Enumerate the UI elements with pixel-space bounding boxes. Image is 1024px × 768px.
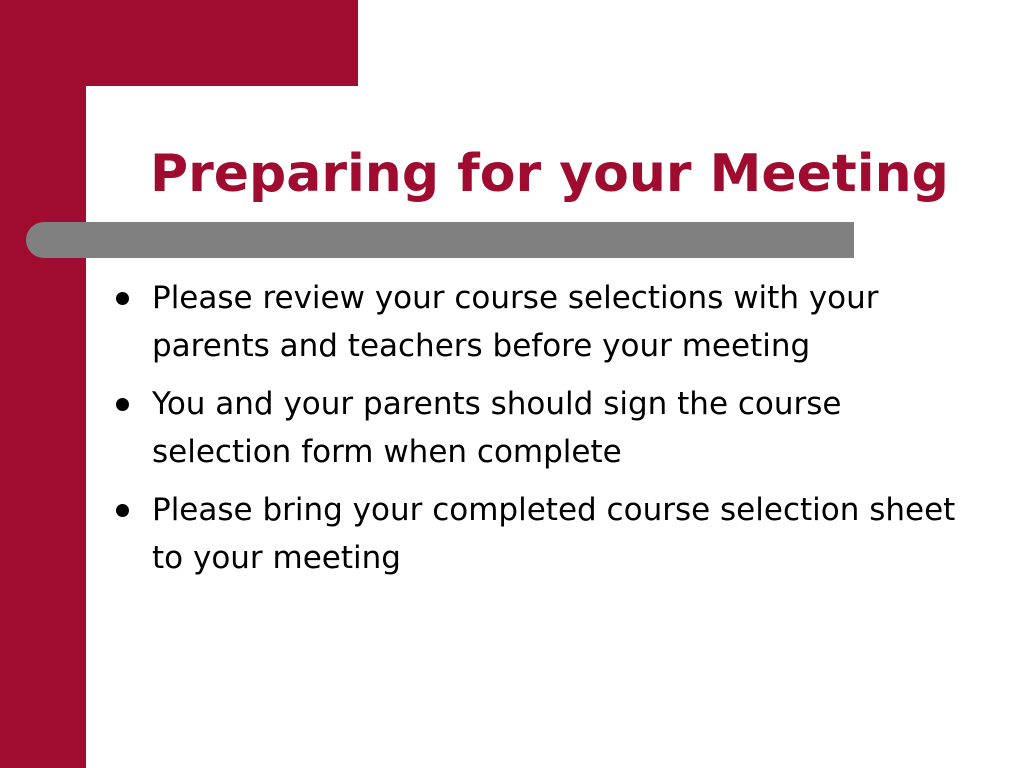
title-divider-bar [26, 222, 854, 258]
bullet-dot-icon [116, 398, 129, 411]
bullet-item [110, 380, 970, 476]
bullet-list [110, 274, 970, 592]
accent-band-top [0, 0, 358, 86]
slide-title: Preparing for your Meeting [150, 144, 949, 204]
bullet-item [110, 486, 970, 582]
bullet-text: You and your parents should sign the course selection form when complete [152, 386, 842, 470]
accent-band-left [0, 0, 86, 768]
bullet-dot-icon [116, 292, 129, 305]
bullet-dot-icon [116, 504, 129, 517]
bullet-item [110, 274, 970, 370]
bullet-text: Please bring your completed course selection sheet to your meeting [152, 492, 956, 576]
bullet-text: Please review your course selections with your parents and teachers before your meeting [152, 280, 879, 364]
